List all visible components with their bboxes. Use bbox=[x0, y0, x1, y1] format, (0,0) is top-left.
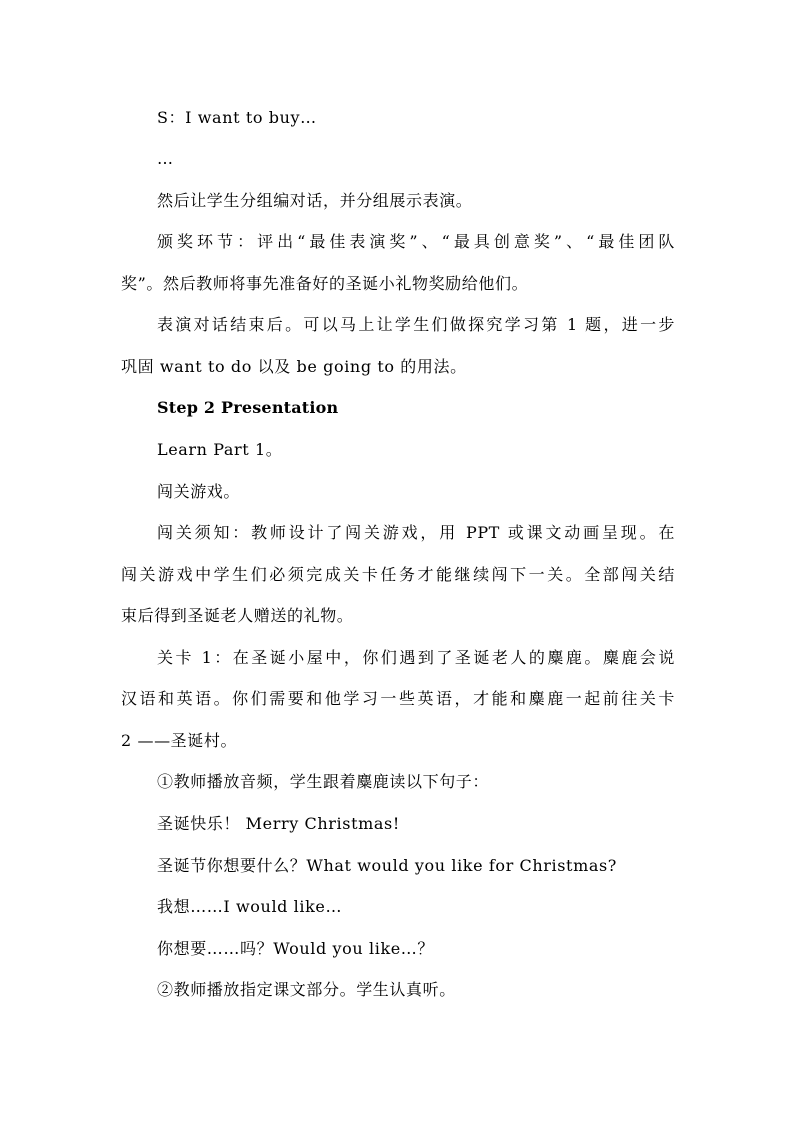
sentence-i-would-like: 我想……I would like… bbox=[157, 897, 343, 916]
learn-part-line: Learn Part 1。 bbox=[157, 440, 283, 459]
ellipsis-line: … bbox=[157, 149, 174, 168]
sentence-would-you-like: 你想要……吗？Would you like…？ bbox=[157, 939, 435, 958]
dialogue-line: S：I want to buy… bbox=[157, 108, 317, 127]
instruction-step-1: ①教师播放音频，学生跟着麋鹿读以下句子： bbox=[157, 772, 490, 791]
paragraph-after-performance-line-1: 表演对话结束后。可以马上让学生们做探究学习第 1 题，进一步 bbox=[157, 315, 675, 334]
game-title-line: 闯关游戏。 bbox=[157, 482, 241, 501]
game-rules-line-3: 束后得到圣诞老人赠送的礼物。 bbox=[121, 606, 354, 625]
level-1-line-1: 关卡 1：在圣诞小屋中，你们遇到了圣诞老人的麋鹿。麋鹿会说 bbox=[157, 648, 675, 667]
paragraph-awards-line-1: 颁奖环节：评出“最佳表演奖”、“最具创意奖”、“最佳团队 bbox=[157, 232, 675, 251]
game-rules-line-2: 闯关游戏中学生们必须完成关卡任务才能继续闯下一关。全部闯关结 bbox=[121, 565, 675, 584]
level-1-line-3: 2 ——圣诞村。 bbox=[121, 731, 238, 750]
paragraph-after-performance-line-2: 巩固 want to do 以及 be going to 的用法。 bbox=[121, 357, 467, 376]
level-1-line-2: 汉语和英语。你们需要和他学习一些英语，才能和麋鹿一起前往关卡 bbox=[121, 689, 675, 708]
paragraph-awards-line-2: 奖”。然后教师将事先准备好的圣诞小礼物奖励给他们。 bbox=[121, 274, 529, 293]
paragraph-group-dialogue: 然后让学生分组编对话，并分组展示表演。 bbox=[157, 191, 473, 210]
section-heading-step-2: Step 2 Presentation bbox=[157, 398, 339, 417]
sentence-merry-christmas: 圣诞快乐！ Merry Christmas! bbox=[157, 814, 400, 833]
instruction-step-2: ②教师播放指定课文部分。学生认真听。 bbox=[157, 980, 456, 999]
game-rules-line-1: 闯关须知：教师设计了闯关游戏，用 PPT 或课文动画呈现。在 bbox=[157, 523, 675, 542]
sentence-what-would-you-like: 圣诞节你想要什么？What would you like for Christmas? bbox=[157, 856, 617, 875]
